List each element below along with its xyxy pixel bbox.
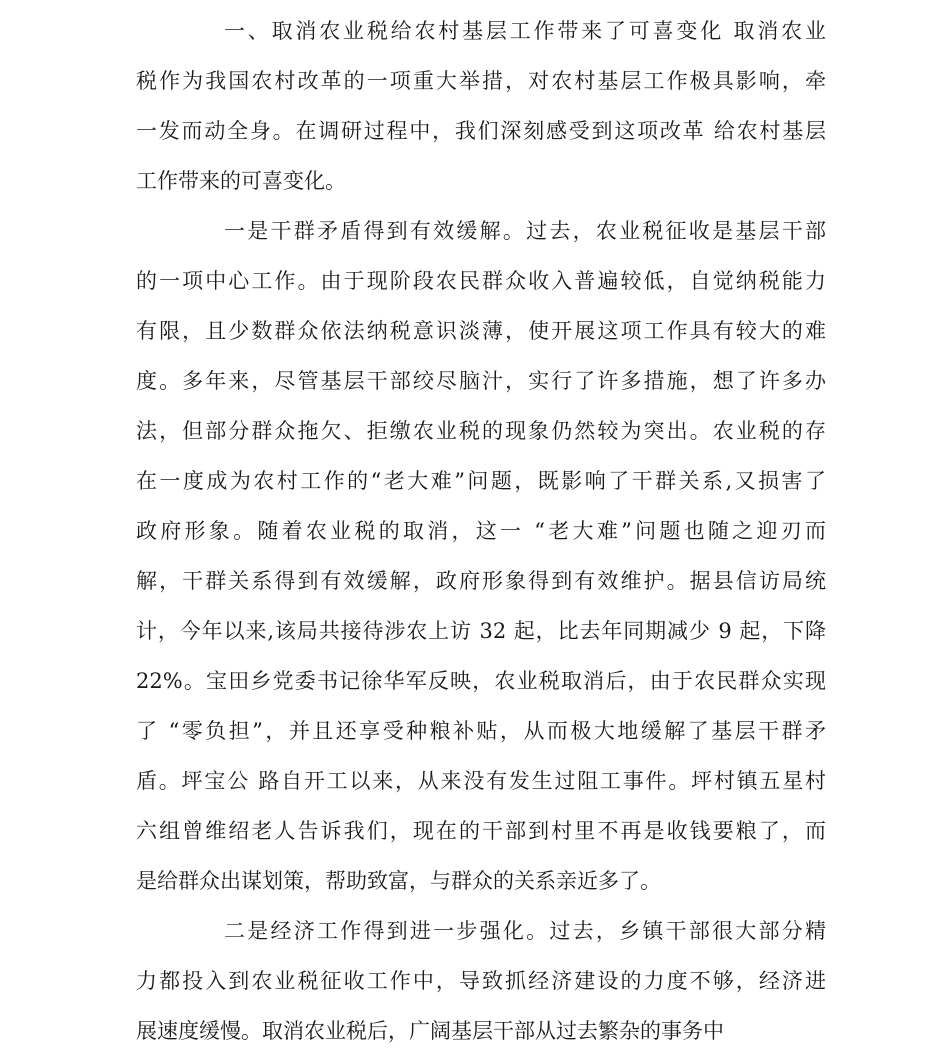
text-line: 有限，且少数群众依法纳税意识淡薄，使开展这项工作具有较大的难 bbox=[136, 319, 826, 343]
text-line: 税作为我国农村改革的一项重大举措，对农村基层工作极具影响，牵 bbox=[136, 69, 826, 93]
text-line: 22%。宝田乡党委书记徐华军反映，农业税取消后，由于农民群众实现 bbox=[136, 669, 826, 693]
text-line: 政府形象。随着农业税的取消，这一 “老大难”问题也随之迎刃而 bbox=[136, 519, 826, 543]
text-line: 盾。坪宝公 路自开工以来，从来没有发生过阻工事件。坪村镇五星村 bbox=[136, 769, 826, 793]
text-line: 解，干群关系得到有效缓解，政府形象得到有效维护。据县信访局统 bbox=[136, 569, 826, 593]
text-line: 工作带来的可喜变化。 bbox=[136, 169, 346, 193]
text-line: 力都投入到农业税征收工作中，导致抓经济建设的力度不够，经济进 bbox=[136, 969, 826, 993]
document-body bbox=[136, 6, 826, 1056]
text-line: 的一项中心工作。由于现阶段农民群众收入普遍较低，自觉纳税能力 bbox=[136, 269, 826, 293]
text-line: 二是经济工作得到进一步强化。过去，乡镇干部很大部分精 bbox=[224, 919, 826, 943]
text-line: 一、取消农业税给农村基层工作带来了可喜变化 取消农业 bbox=[224, 19, 826, 43]
text-line: 计，今年以来,该局共接待涉农上访 32 起，比去年同期减少 9 起，下降 bbox=[136, 619, 826, 643]
text-line: 度。多年来，尽管基层干部绞尽脑汁，实行了许多措施，想了许多办 bbox=[136, 369, 826, 393]
text-line: 一是干群矛盾得到有效缓解。过去，农业税征收是基层干部 bbox=[224, 219, 826, 243]
text-line: 法，但部分群众拖欠、拒缴农业税的现象仍然较为突出。农业税的存 bbox=[136, 419, 826, 443]
text-line: 展速度缓慢。取消农业税后，广阔基层干部从过去繁杂的事务中 bbox=[136, 1019, 724, 1043]
text-line: 一发而动全身。在调研过程中，我们深刻感受到这项改革 给农村基层 bbox=[136, 119, 826, 143]
text-line: 六组曾维绍老人告诉我们，现在的干部到村里不再是收钱要粮了，而 bbox=[136, 819, 826, 843]
text-line: 在一度成为农村工作的“老大难”问题，既影响了干群关系,又损害了 bbox=[136, 469, 826, 493]
text-line: 是给群众出谋划策，帮助致富，与群众的关系亲近多了。 bbox=[136, 869, 661, 893]
text-line: 了 “零负担”，并且还享受种粮补贴，从而极大地缓解了基层干群矛 bbox=[136, 719, 826, 743]
